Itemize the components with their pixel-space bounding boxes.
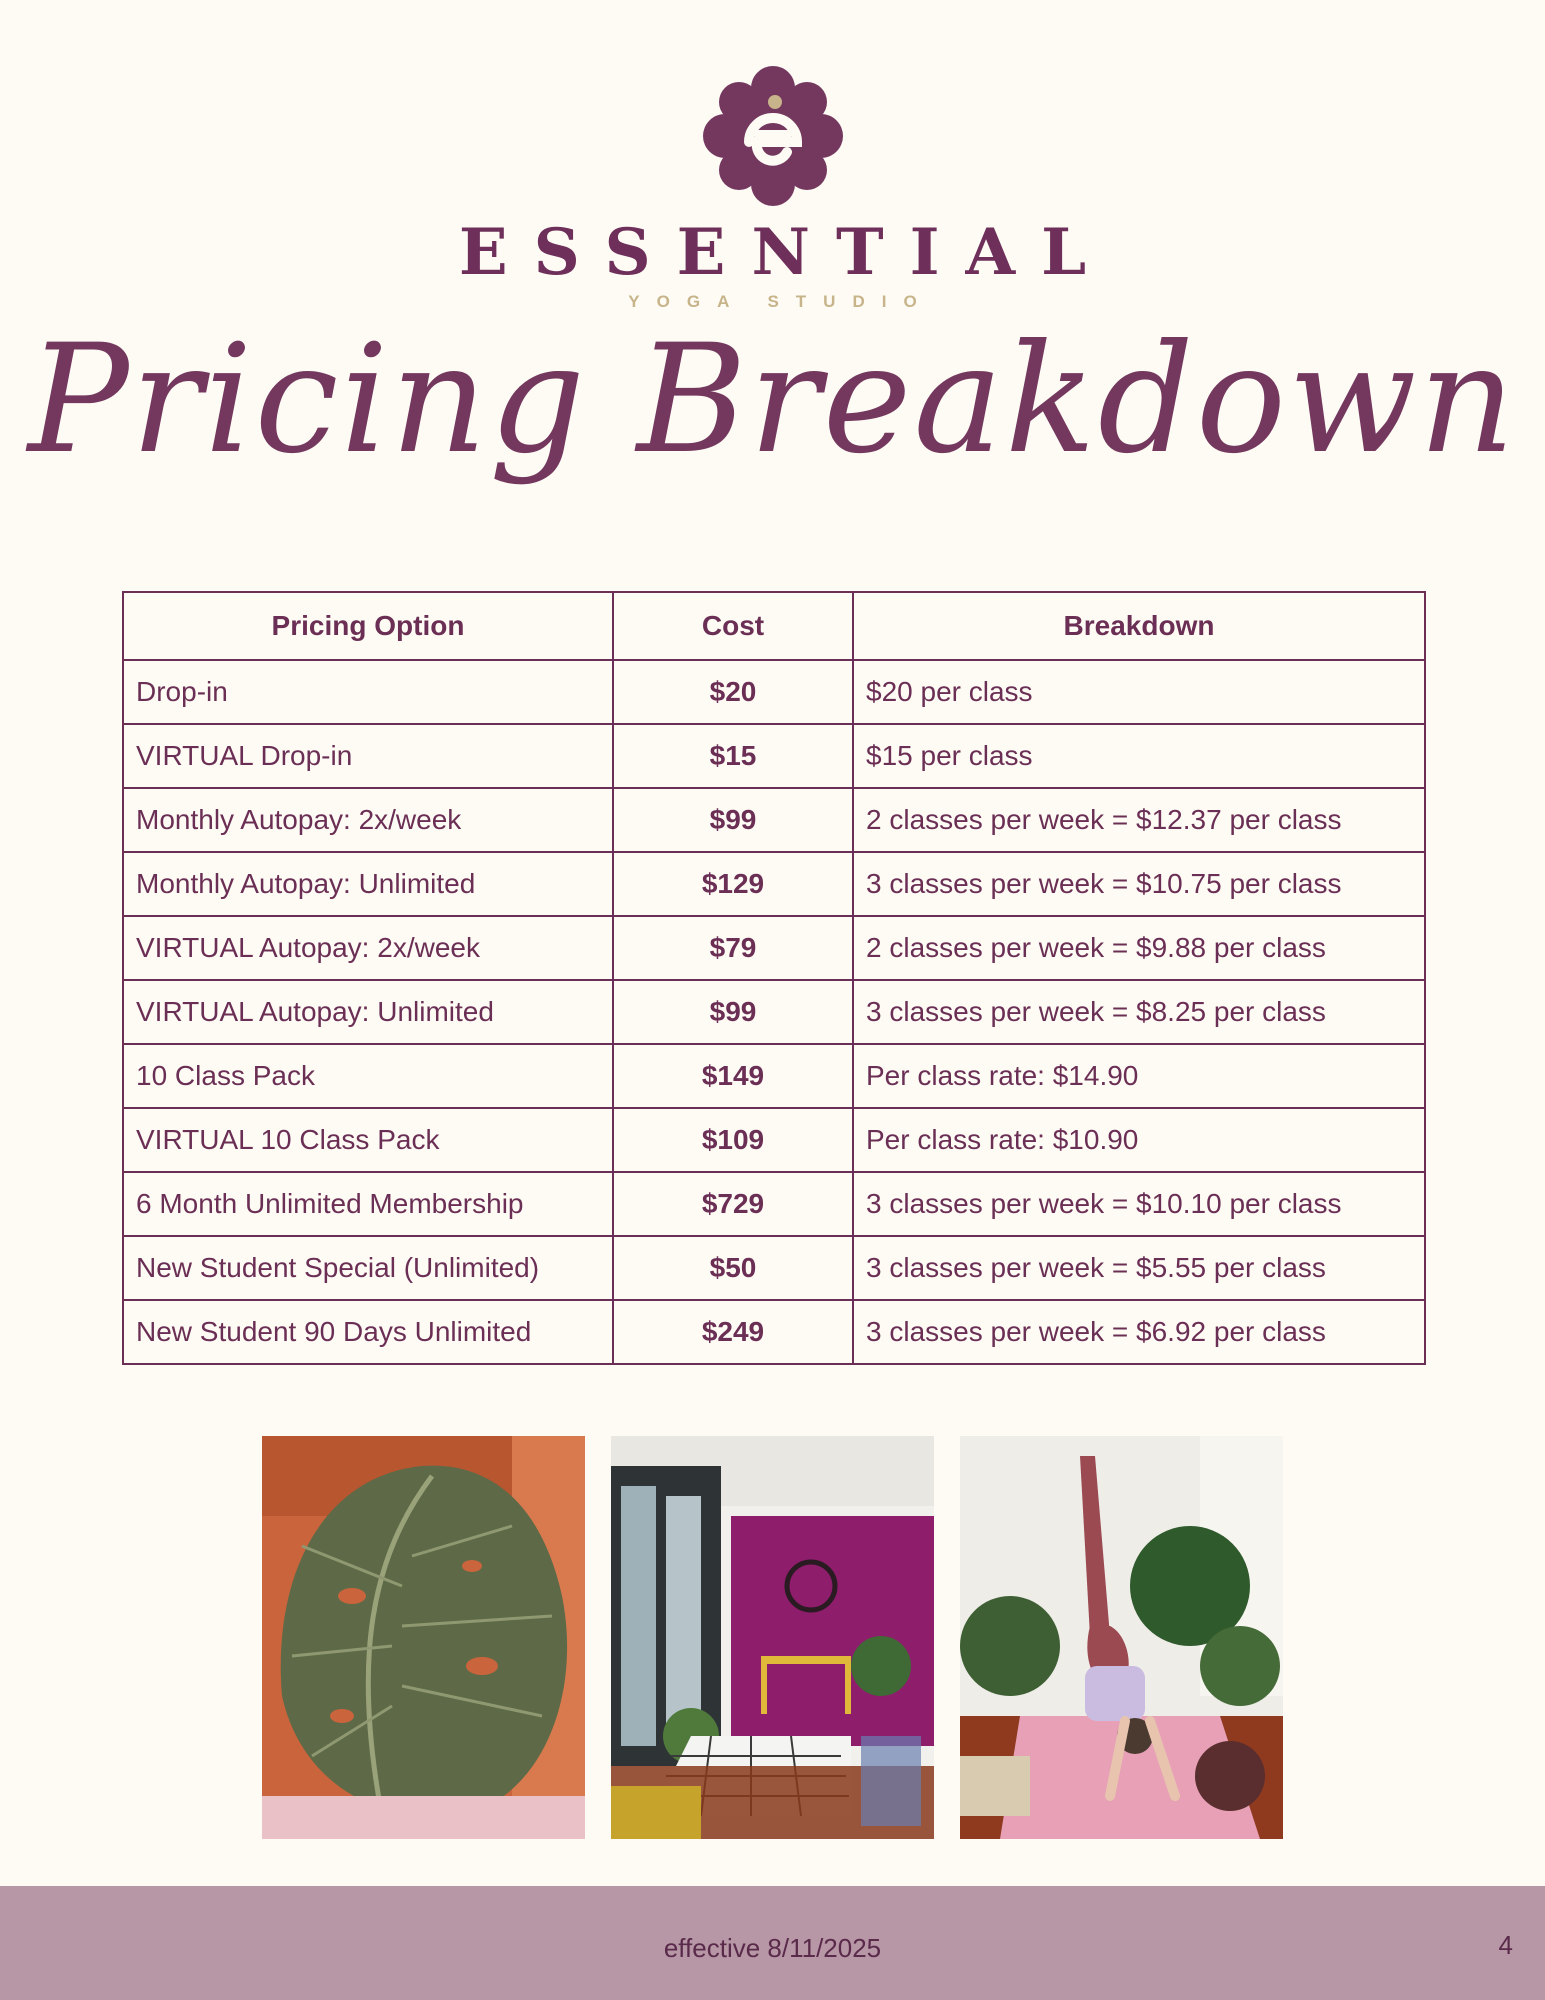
cost-cell: $79 <box>613 916 853 980</box>
option-cell: Drop-in <box>123 660 613 724</box>
cost-cell: $729 <box>613 1172 853 1236</box>
breakdown-cell: 3 classes per week = $6.92 per class <box>853 1300 1425 1364</box>
table-header-row <box>123 592 1425 660</box>
option-cell: VIRTUAL 10 Class Pack <box>123 1108 613 1172</box>
table-row <box>123 788 1425 852</box>
option-cell: New Student 90 Days Unlimited <box>123 1300 613 1364</box>
table-row <box>123 1044 1425 1108</box>
table-row <box>123 1300 1425 1364</box>
pricing-table <box>122 591 1426 1365</box>
header-pricing-option: Pricing Option <box>123 592 613 660</box>
option-cell: 10 Class Pack <box>123 1044 613 1108</box>
logo-icon <box>697 60 849 212</box>
breakdown-cell: 3 classes per week = $10.75 per class <box>853 852 1425 916</box>
breakdown-cell: $15 per class <box>853 724 1425 788</box>
breakdown-cell: $20 per class <box>853 660 1425 724</box>
cost-cell: $15 <box>613 724 853 788</box>
table-row <box>123 1108 1425 1172</box>
brand-name: ESSENTIAL <box>458 215 1113 290</box>
cost-cell: $129 <box>613 852 853 916</box>
option-cell: VIRTUAL Autopay: Unlimited <box>123 980 613 1044</box>
cost-cell: $149 <box>613 1044 853 1108</box>
studio-interior-photo <box>611 1436 934 1839</box>
table-row <box>123 852 1425 916</box>
cost-cell: $99 <box>613 980 853 1044</box>
monstera-leaf-photo <box>262 1436 585 1839</box>
table-row <box>123 980 1425 1044</box>
breakdown-cell: 2 classes per week = $9.88 per class <box>853 916 1425 980</box>
cost-cell: $249 <box>613 1300 853 1364</box>
page-title: Pricing Breakdown <box>27 313 1518 487</box>
breakdown-cell: Per class rate: $14.90 <box>853 1044 1425 1108</box>
header-breakdown: Breakdown <box>853 592 1425 660</box>
option-cell: Monthly Autopay: Unlimited <box>123 852 613 916</box>
option-cell: VIRTUAL Drop-in <box>123 724 613 788</box>
option-cell: New Student Special (Unlimited) <box>123 1236 613 1300</box>
breakdown-cell: 3 classes per week = $5.55 per class <box>853 1236 1425 1300</box>
table-row <box>123 1236 1425 1300</box>
breakdown-cell: 3 classes per week = $8.25 per class <box>853 980 1425 1044</box>
brand-tagline: YOGA STUDIO <box>628 292 934 311</box>
table-row <box>123 724 1425 788</box>
breakdown-cell: 3 classes per week = $10.10 per class <box>853 1172 1425 1236</box>
yoga-pose-photo <box>960 1436 1283 1839</box>
option-cell: 6 Month Unlimited Membership <box>123 1172 613 1236</box>
table-row <box>123 916 1425 980</box>
effective-date: effective 8/11/2025 <box>663 1933 882 1963</box>
option-cell: VIRTUAL Autopay: 2x/week <box>123 916 613 980</box>
table-row <box>123 660 1425 724</box>
cost-cell: $20 <box>613 660 853 724</box>
cost-cell: $50 <box>613 1236 853 1300</box>
cost-cell: $109 <box>613 1108 853 1172</box>
page-number: 4 <box>1498 1930 1513 1960</box>
breakdown-cell: 2 classes per week = $12.37 per class <box>853 788 1425 852</box>
cost-cell: $99 <box>613 788 853 852</box>
breakdown-cell: Per class rate: $10.90 <box>853 1108 1425 1172</box>
header-cost: Cost <box>613 592 853 660</box>
table-row <box>123 1172 1425 1236</box>
option-cell: Monthly Autopay: 2x/week <box>123 788 613 852</box>
